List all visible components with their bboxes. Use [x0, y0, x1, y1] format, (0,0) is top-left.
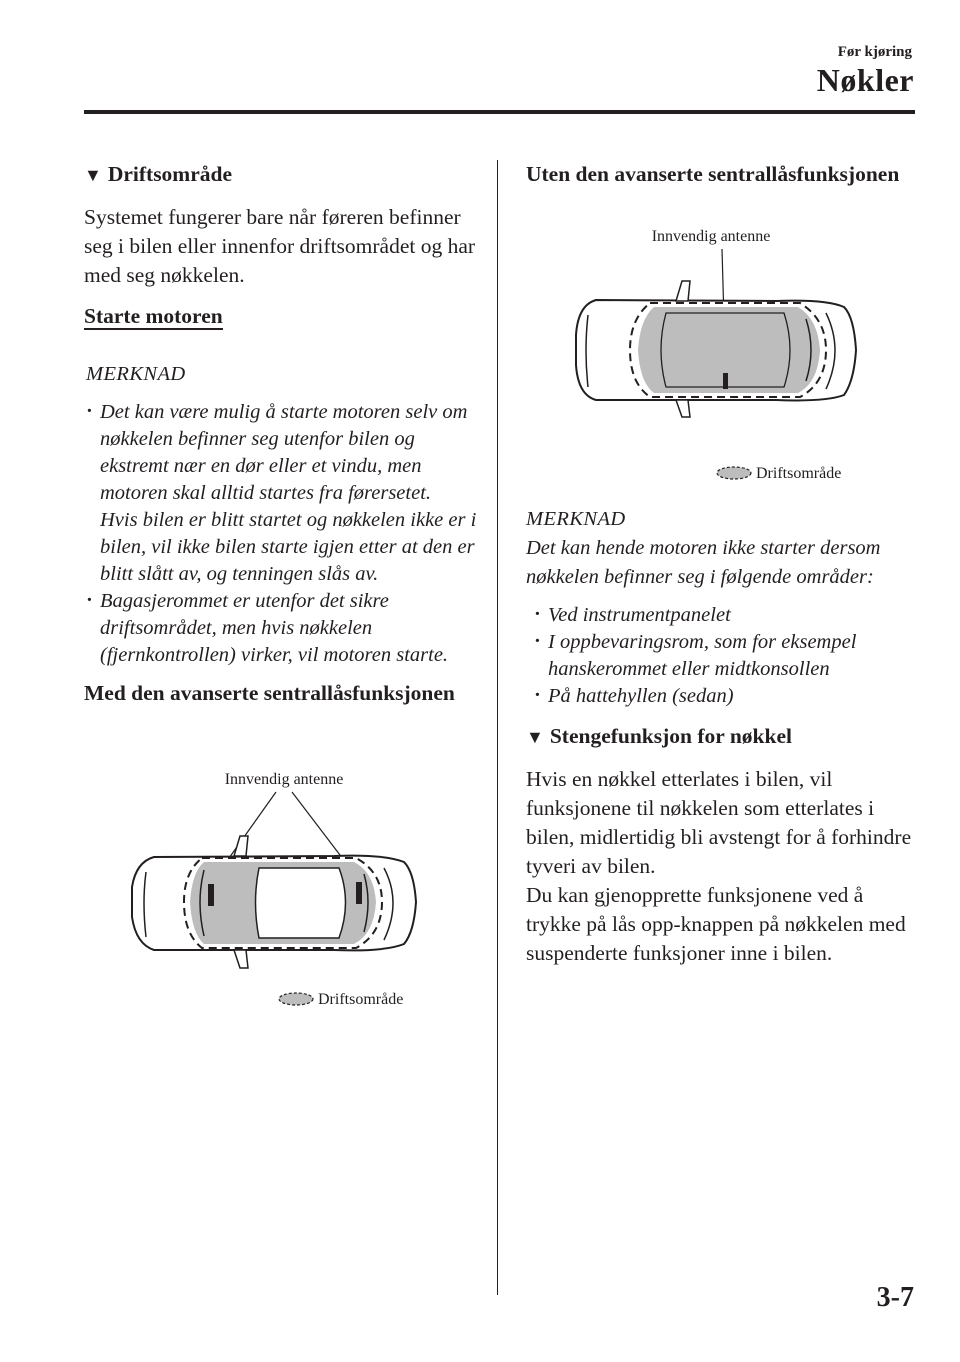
- note-item: · På hattehyllen (sedan): [532, 683, 916, 710]
- left-column: [84, 160, 484, 1012]
- without-locking-heading: Uten den avanserte sentrallåsfunksjonen: [526, 162, 900, 186]
- subheading-start-engine: Starte motoren: [84, 304, 223, 328]
- right-column: [526, 160, 916, 980]
- note-title: MERKNAD: [526, 508, 626, 530]
- paragraph: Du kan gjenopprette funksjonene ved å trykke på lås opp-knappen på nøkkelen med suspenderte funksjoner inne i bilen.: [526, 883, 906, 965]
- paragraph: Hvis en nøkkel etterlates i bilen, vil funksjonene til nøkkelen som etterlates i bilen, midlertidig bli avstengt for å forhindre tyveri av bilen.: [526, 767, 912, 878]
- header-divider: [84, 110, 915, 114]
- header-section: Før kjøring: [837, 44, 912, 60]
- car-top-view-icon: [132, 836, 416, 968]
- intro-paragraph: Systemet fungerer bare når føreren befinner seg i bilen eller innenfor driftsområdet og har med seg nøkkelen.: [84, 205, 476, 287]
- section-heading: ▼ Driftsområde: [84, 162, 233, 186]
- page-number: 3-7: [876, 1282, 914, 1313]
- page-title: Nøkler: [816, 62, 914, 98]
- antenna-label: Innvendig antenne: [224, 771, 344, 788]
- note-item: · Ved instrumentpanelet: [532, 602, 916, 629]
- note-item: · Det kan være mulig å starte motoren selv om nøkkelen befinner seg utenfor bilen og ekstremt nær en dør eller et vindu, men motoren skal alltid startes fra førersetet. Hvis bilen er blitt startet og nøkkelen ikke er i bilen, vil ikke bilen starte igjen etter at den er blitt slått av, og tenningen slås av.: [84, 399, 484, 588]
- car-diagram-basic: [526, 195, 916, 485]
- column-divider: [497, 160, 498, 1295]
- car-top-view-icon: [576, 281, 856, 417]
- triangle-marker-icon: ▼: [84, 165, 102, 185]
- antenna-label: Innvendig antenne: [651, 228, 771, 245]
- note-item: · I oppbevaringsrom, som for eksempel hanskerommet eller midtkonsollen: [532, 629, 916, 683]
- note-item: · Bagasjerommet er utenfor det sikre driftsområdet, men hvis nøkkelen (fjernkontrollen) virker, vil motoren starte.: [84, 588, 484, 669]
- area-label: Driftsområde: [318, 991, 404, 1008]
- driving-area-legend-icon: [279, 993, 313, 1005]
- with-locking-heading: Med den avanserte sentrallåsfunksjonen: [84, 681, 455, 705]
- area-label: Driftsområde: [756, 465, 842, 482]
- note-list: [84, 399, 484, 669]
- note-list: [532, 602, 916, 710]
- car-diagram-advanced: [84, 712, 484, 1012]
- section-heading: ▼ Stengefunksjon for nøkkel: [526, 724, 792, 748]
- triangle-marker-icon: ▼: [526, 727, 544, 747]
- driving-area-legend-icon: [717, 467, 751, 479]
- note-text: Det kan hende motoren ikke starter dersom nøkkelen befinner seg i følgende områder:: [526, 537, 881, 588]
- note-title: MERKNAD: [86, 363, 186, 385]
